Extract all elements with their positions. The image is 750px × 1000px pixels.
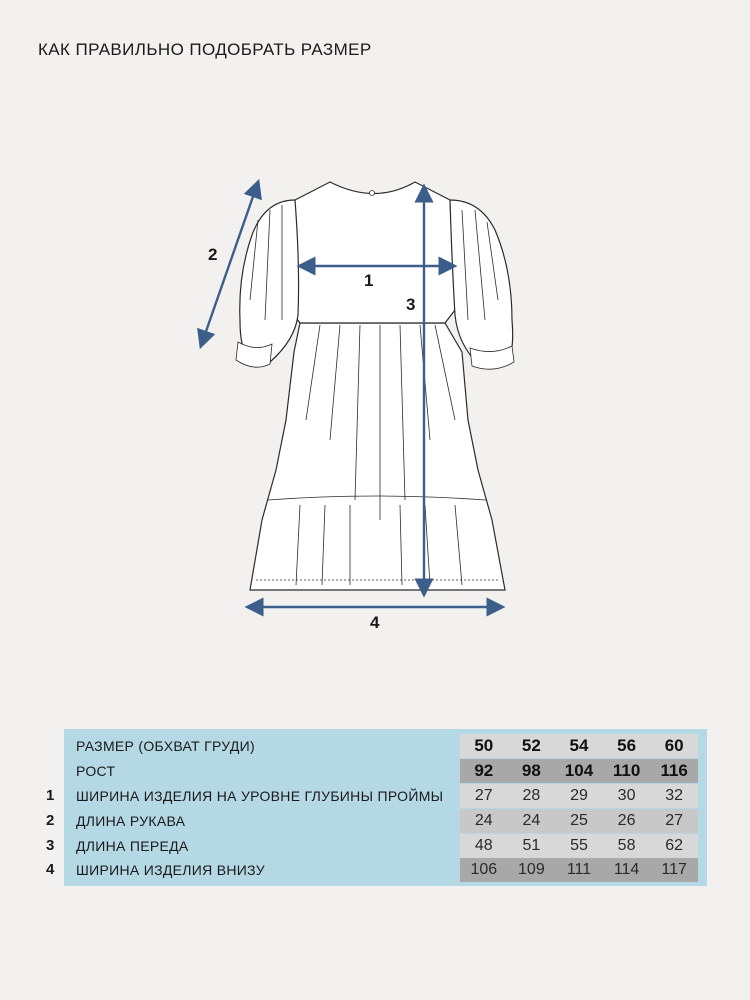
row-label: ШИРИНА ИЗДЕЛИЯ ВНИЗУ (76, 862, 265, 878)
table-row (64, 759, 707, 783)
row-number: 2 (46, 812, 55, 829)
table-cell: 24 (474, 812, 493, 829)
table-row (64, 734, 707, 758)
table-cell: 58 (617, 837, 636, 854)
table-cell: 116 (660, 761, 688, 780)
marker-4: 4 (370, 613, 380, 632)
table-cell: 48 (474, 837, 493, 854)
table-row (64, 834, 707, 858)
table-row (64, 809, 707, 833)
table-cell: 24 (522, 812, 541, 829)
row-label: РОСТ (76, 763, 116, 779)
table-cell: 98 (521, 761, 541, 780)
marker-2: 2 (208, 245, 218, 264)
table-cell: 110 (612, 761, 641, 780)
table-cell: 92 (474, 761, 494, 780)
table-cell: 52 (521, 736, 541, 755)
table-cell: 27 (474, 787, 493, 804)
row-label: РАЗМЕР (ОБХВАТ ГРУДИ) (76, 738, 255, 754)
row-values (460, 759, 698, 783)
table-cell: 62 (665, 837, 684, 854)
table-row (64, 784, 707, 808)
row-values (460, 834, 698, 858)
row-label: ДЛИНА РУКАВА (76, 813, 186, 829)
table-cell: 117 (661, 861, 687, 878)
table-cell: 27 (665, 812, 684, 829)
row-values (460, 858, 698, 882)
table-cell: 54 (569, 736, 589, 755)
row-number: 4 (46, 861, 55, 878)
table-cell: 109 (518, 861, 545, 878)
table-cell: 25 (570, 812, 588, 829)
row-number: 3 (46, 837, 55, 854)
table-cell: 30 (617, 787, 636, 804)
table-cell: 28 (522, 787, 541, 804)
marker-1: 1 (364, 271, 374, 290)
table-cell: 114 (613, 861, 640, 878)
table-cell: 111 (566, 861, 592, 878)
table-cell: 104 (564, 761, 594, 780)
table-cell: 51 (522, 837, 541, 854)
table-cell: 26 (617, 812, 636, 829)
table-cell: 106 (470, 861, 498, 878)
table-cell: 50 (474, 736, 494, 755)
table-cell: 55 (570, 837, 588, 854)
marker-3: 3 (406, 295, 416, 314)
row-label: ШИРИНА ИЗДЕЛИЯ НА УРОВНЕ ГЛУБИНЫ ПРОЙМЫ (76, 788, 444, 804)
row-number: 1 (46, 787, 55, 804)
row-values (460, 784, 698, 808)
table-cell: 32 (665, 787, 684, 804)
row-label: ДЛИНА ПЕРЕДА (76, 838, 189, 854)
row-values (460, 809, 698, 833)
dress-outline (240, 182, 513, 590)
size-table (64, 729, 707, 886)
row-values (460, 734, 698, 758)
table-cell: 29 (570, 787, 588, 804)
table-cell: 60 (664, 736, 684, 755)
table-row (64, 858, 707, 882)
page-title: КАК ПРАВИЛЬНО ПОДОБРАТЬ РАЗМЕР (38, 40, 372, 59)
table-cell: 56 (617, 736, 637, 755)
